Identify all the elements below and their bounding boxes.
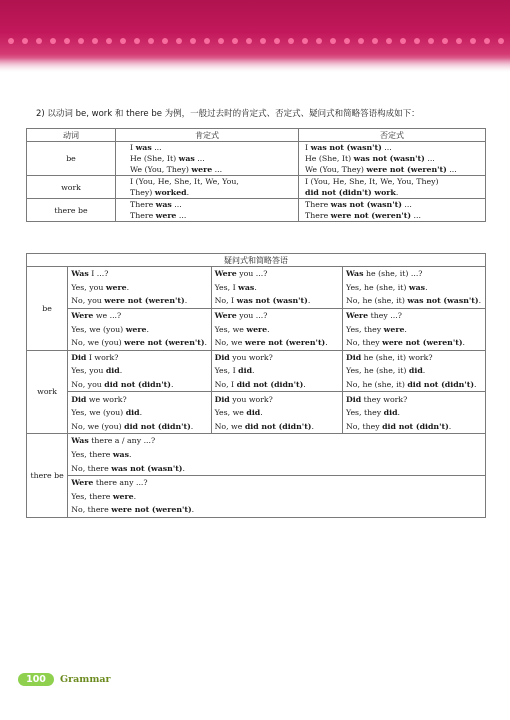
text: Yes, you: [71, 366, 106, 376]
text: He (She, It): [305, 154, 354, 163]
emphasis-text: did: [383, 408, 398, 418]
banner-dot: [260, 38, 266, 44]
text: Yes, there: [71, 450, 113, 460]
interrogative-cell: [68, 490, 486, 504]
interrogative-cell: [211, 267, 342, 281]
interrogative-cell: [211, 420, 342, 434]
interrogative-cell: [68, 420, 211, 434]
banner-dot: [386, 38, 392, 44]
text: Yes, he (she, it): [345, 282, 409, 292]
negative-cell: [299, 142, 486, 154]
text: .: [267, 324, 270, 334]
table2-row: [27, 294, 486, 308]
emphasis-text: Was: [71, 436, 89, 446]
text: .: [184, 296, 188, 306]
text: .: [448, 421, 452, 431]
text: No, I: [214, 296, 237, 306]
negative-cell: [299, 164, 486, 176]
banner-dot: [316, 38, 322, 44]
negative-cell: [299, 187, 486, 199]
verb-cell: there be: [27, 434, 68, 518]
emphasis-text: Did: [214, 394, 230, 404]
table1-body: [27, 142, 486, 222]
text: No, he (she, it): [345, 380, 408, 390]
verb-cell: be: [27, 267, 68, 351]
emphasis-text: Were: [214, 311, 237, 321]
text: .: [133, 491, 137, 501]
text: .: [190, 421, 194, 431]
text: We (You, They): [305, 165, 367, 174]
emphasis-text: was: [155, 200, 172, 209]
text: .: [126, 282, 130, 292]
text: No, you: [71, 296, 105, 306]
banner-dot: [372, 38, 378, 44]
text: Yes, I: [214, 282, 239, 292]
text: There: [130, 200, 156, 209]
emphasis-text: was: [408, 282, 426, 292]
text: .: [170, 380, 174, 390]
text: They): [130, 188, 155, 197]
text: ...: [381, 143, 392, 152]
emphasis-text: were not (weren't): [382, 338, 463, 348]
emphasis-text: were: [112, 491, 134, 501]
emphasis-text: did not (didn't): [104, 380, 171, 390]
emphasis-text: was not (wasn't): [310, 143, 382, 152]
emphasis-text: Did: [71, 352, 87, 362]
text: No, they: [345, 421, 383, 431]
interrogative-cell: [342, 294, 485, 308]
text: they ...?: [368, 311, 402, 321]
banner-dots: [8, 38, 508, 46]
interrogative-cell: [342, 322, 485, 336]
text: Yes, they: [345, 324, 384, 334]
affirmative-cell: [116, 176, 299, 188]
text: .: [260, 408, 263, 418]
text: I work?: [86, 352, 119, 362]
text: No, I: [214, 380, 237, 390]
table2-header-row: [27, 254, 486, 267]
table2-row: [27, 420, 486, 434]
text: He (She, It): [130, 154, 179, 163]
text: .: [404, 324, 407, 334]
table2-row: [27, 503, 486, 517]
table2-row: [27, 364, 486, 378]
interrogative-cell: [68, 448, 486, 462]
negative-cell: [299, 176, 486, 188]
interrogative-cell: [342, 420, 485, 434]
interrogative-cell: [342, 392, 485, 406]
table2-row: [27, 406, 486, 420]
text: .: [303, 380, 306, 390]
footer-section-title: Grammar: [60, 674, 111, 685]
text: .: [204, 338, 208, 348]
banner-dot: [274, 38, 280, 44]
interrogative-cell: [68, 503, 486, 517]
emphasis-text: Did: [214, 352, 230, 362]
interrogative-cell: [68, 392, 211, 406]
table1-row: [27, 142, 486, 154]
emphasis-text: did: [238, 366, 253, 376]
emphasis-text: Did: [345, 394, 362, 404]
text: Yes, I: [214, 366, 239, 376]
text: .: [186, 188, 190, 197]
emphasis-text: were: [155, 211, 177, 220]
interrogative-table: [26, 253, 486, 518]
emphasis-text: were not (weren't): [330, 211, 412, 220]
emphasis-text: was not (wasn't): [111, 463, 183, 473]
banner-dot: [134, 38, 140, 44]
table2-row: [27, 336, 486, 350]
text: Yes, they: [345, 408, 384, 418]
emphasis-text: were: [191, 165, 213, 174]
table2-row: [27, 281, 486, 295]
text: ...: [212, 165, 223, 174]
interrogative-cell: [342, 364, 485, 378]
emphasis-text: did: [105, 366, 120, 376]
text: No, we: [214, 338, 245, 348]
emphasis-text: were not (weren't): [111, 505, 192, 515]
intro-text: 2) 以动词 be, work 和 there be 为例，一般过去时的肯定式、否定式、疑问式和简略答语构成如下：: [36, 109, 420, 119]
emphasis-text: Were: [71, 478, 94, 488]
verb-cell: there be: [27, 199, 116, 222]
verb-cell: work: [27, 350, 68, 434]
text: ...: [176, 211, 187, 220]
banner-dot: [400, 38, 406, 44]
text: we ...?: [93, 311, 122, 321]
text: There: [130, 211, 156, 220]
text: There: [305, 200, 331, 209]
banner-dot: [148, 38, 154, 44]
interrogative-cell: [342, 406, 485, 420]
page-number-badge: 100: [18, 673, 54, 686]
text: .: [128, 450, 132, 460]
header-affirmative: 肯定式: [116, 129, 299, 142]
table1-header-row: [27, 129, 486, 142]
banner-dot: [414, 38, 420, 44]
emphasis-text: Was: [71, 269, 89, 279]
table2-row: [27, 308, 486, 322]
text: .: [474, 380, 477, 390]
text: No, we (you): [71, 338, 125, 348]
table2-row: [27, 461, 486, 475]
banner-dot: [470, 38, 476, 44]
text: there a / any ...?: [88, 436, 156, 446]
interrogative-cell: [342, 267, 485, 281]
emphasis-text: were: [246, 324, 268, 334]
interrogative-cell: [68, 364, 211, 378]
text: .: [425, 282, 428, 292]
banner-dot: [8, 38, 14, 44]
table1-row: [27, 176, 486, 188]
emphasis-text: was: [135, 143, 152, 152]
interrogative-cell: [68, 378, 211, 392]
text: you work?: [229, 352, 273, 362]
emphasis-text: Was: [345, 269, 364, 279]
banner-dot: [484, 38, 490, 44]
text: I: [305, 143, 311, 152]
emphasis-text: did: [125, 408, 140, 418]
banner-dot: [120, 38, 126, 44]
verb-cell: be: [27, 142, 116, 176]
text: .: [254, 282, 257, 292]
text: Yes, you: [71, 282, 106, 292]
interrogative-cell: [211, 294, 342, 308]
text: .: [146, 324, 149, 334]
table2-row: [27, 475, 486, 489]
table2-row: [27, 490, 486, 504]
banner-dot: [218, 38, 224, 44]
emphasis-text: was not (wasn't): [353, 154, 425, 163]
emphasis-text: Did: [345, 352, 362, 362]
banner-dot: [22, 38, 28, 44]
banner-dot: [498, 38, 504, 44]
text: there any ...?: [93, 478, 148, 488]
emphasis-text: were: [125, 324, 147, 334]
interrogative-cell: [211, 350, 342, 364]
text: .: [139, 408, 143, 418]
verb-cell: work: [27, 176, 116, 199]
table2-row: [27, 392, 486, 406]
text: .: [397, 408, 401, 418]
banner-dot: [344, 38, 350, 44]
text: .: [182, 463, 185, 473]
banner-dot: [106, 38, 112, 44]
negative-cell: [299, 210, 486, 222]
text: Yes, we: [214, 324, 247, 334]
header-verb: 动词: [27, 129, 116, 142]
negative-cell: [299, 153, 486, 164]
table1-row: [27, 199, 486, 211]
emphasis-text: was: [178, 154, 195, 163]
emphasis-text: were not (weren't): [104, 296, 185, 306]
text: No, they: [345, 338, 383, 348]
interrogative-cell: [211, 392, 342, 406]
emphasis-text: were not (weren't): [124, 338, 205, 348]
emphasis-text: was not (wasn't): [407, 296, 479, 306]
interrogative-cell: [68, 322, 211, 336]
text: Yes, we: [214, 408, 247, 418]
header-interrogative: 疑问式和简略答语: [27, 254, 486, 267]
table2-row: [27, 350, 486, 364]
text: Yes, we (you): [71, 324, 126, 334]
banner-dot: [246, 38, 252, 44]
interrogative-cell: [211, 336, 342, 350]
interrogative-cell: [68, 475, 486, 489]
banner-dot: [190, 38, 196, 44]
interrogative-cell: [68, 267, 211, 281]
table2-row: [27, 434, 486, 448]
text: Yes, we (you): [71, 408, 126, 418]
text: .: [191, 505, 195, 515]
text: .: [325, 338, 328, 348]
text: I (You, He, She, It, We, You,: [130, 177, 239, 186]
interrogative-cell: [342, 281, 485, 295]
banner-dot: [302, 38, 308, 44]
interrogative-cell: [68, 308, 211, 322]
header-negative: 否定式: [299, 129, 486, 142]
table2-row: [27, 267, 486, 281]
emphasis-text: were not (weren't): [366, 165, 447, 174]
text: No, we: [214, 421, 245, 431]
interrogative-cell: [211, 378, 342, 392]
text: Yes, he (she, it): [345, 366, 409, 376]
text: he (she, it) work?: [361, 352, 433, 362]
emphasis-text: did not (didn't): [382, 421, 449, 431]
text: ...: [424, 154, 435, 163]
banner-dot: [358, 38, 364, 44]
interrogative-cell: [342, 378, 485, 392]
interrogative-cell: [68, 350, 211, 364]
emphasis-text: was not (wasn't): [330, 200, 402, 209]
text: you ...?: [236, 269, 268, 279]
emphasis-text: was not (wasn't): [236, 296, 308, 306]
text: I: [130, 143, 136, 152]
header-banner-fade: [0, 58, 510, 72]
interrogative-cell: [68, 294, 211, 308]
interrogative-cell: [68, 461, 486, 475]
interrogative-cell: [68, 434, 486, 448]
emphasis-text: did not (didn't): [236, 380, 304, 390]
text: I (You, He, She, It, We, You, They): [305, 177, 439, 186]
text: ...: [411, 211, 421, 220]
emphasis-text: were not (weren't): [244, 338, 326, 348]
affirmative-cell: [116, 142, 299, 154]
banner-dot: [456, 38, 462, 44]
interrogative-cell: [211, 322, 342, 336]
emphasis-text: worked: [154, 188, 187, 197]
emphasis-text: did not (didn't) work: [305, 188, 396, 197]
text: .: [307, 296, 311, 306]
banner-dot: [442, 38, 448, 44]
interrogative-cell: [211, 308, 342, 322]
banner-dot: [50, 38, 56, 44]
banner-dot: [36, 38, 42, 44]
text: No, you: [71, 380, 105, 390]
interrogative-cell: [342, 336, 485, 350]
text: .: [395, 188, 399, 197]
text: .: [422, 366, 426, 376]
text: ...: [151, 143, 162, 152]
text: ...: [446, 165, 457, 174]
table2-row: [27, 378, 486, 392]
emphasis-text: were: [383, 324, 405, 334]
affirmative-cell: [116, 199, 299, 211]
text: I ...?: [88, 269, 109, 279]
affirmative-cell: [116, 164, 299, 176]
text: they work?: [361, 394, 408, 404]
emphasis-text: were: [105, 282, 127, 292]
emphasis-text: Were: [71, 311, 94, 321]
emphasis-text: Were: [214, 269, 237, 279]
interrogative-cell: [211, 364, 342, 378]
text: .: [311, 421, 314, 431]
text: he (she, it) ...?: [363, 269, 423, 279]
emphasis-text: did not (didn't): [124, 421, 191, 431]
interrogative-cell: [68, 406, 211, 420]
emphasis-text: did: [408, 366, 423, 376]
emphasis-text: did: [246, 408, 261, 418]
text: .: [478, 296, 482, 306]
text: .: [252, 366, 255, 376]
interrogative-cell: [342, 308, 485, 322]
negative-cell: [299, 199, 486, 211]
text: There: [305, 211, 331, 220]
affirmative-negative-table: [26, 128, 486, 222]
banner-dot: [162, 38, 168, 44]
text: we work?: [86, 394, 127, 404]
emphasis-text: did not (didn't): [407, 380, 475, 390]
banner-dot: [176, 38, 182, 44]
banner-dot: [92, 38, 98, 44]
banner-dot: [428, 38, 434, 44]
text: .: [462, 338, 466, 348]
table2-row: [27, 448, 486, 462]
text: you work?: [229, 394, 273, 404]
emphasis-text: Were: [345, 311, 369, 321]
banner-dot: [288, 38, 294, 44]
text: No, he (she, it): [345, 296, 408, 306]
emphasis-text: did not (didn't): [244, 421, 312, 431]
table2-row: [27, 322, 486, 336]
emphasis-text: was: [238, 282, 255, 292]
interrogative-cell: [68, 281, 211, 295]
text: No, we (you): [71, 421, 125, 431]
banner-dot: [204, 38, 210, 44]
text: you ...?: [236, 311, 268, 321]
text: ...: [194, 154, 205, 163]
interrogative-cell: [211, 281, 342, 295]
text: .: [119, 366, 123, 376]
table2-body: [27, 267, 486, 518]
emphasis-text: was: [112, 450, 129, 460]
affirmative-cell: [116, 153, 299, 164]
text: No, there: [71, 463, 112, 473]
interrogative-cell: [342, 350, 485, 364]
affirmative-cell: [116, 187, 299, 199]
affirmative-cell: [116, 210, 299, 222]
emphasis-text: Did: [71, 394, 87, 404]
text: Yes, there: [71, 491, 113, 501]
banner-dot: [330, 38, 336, 44]
banner-dot: [64, 38, 70, 44]
banner-dot: [78, 38, 84, 44]
interrogative-cell: [68, 336, 211, 350]
text: ...: [171, 200, 182, 209]
text: ...: [401, 200, 412, 209]
text: We (You, They): [130, 165, 192, 174]
banner-dot: [232, 38, 238, 44]
interrogative-cell: [211, 406, 342, 420]
text: No, there: [71, 505, 112, 515]
